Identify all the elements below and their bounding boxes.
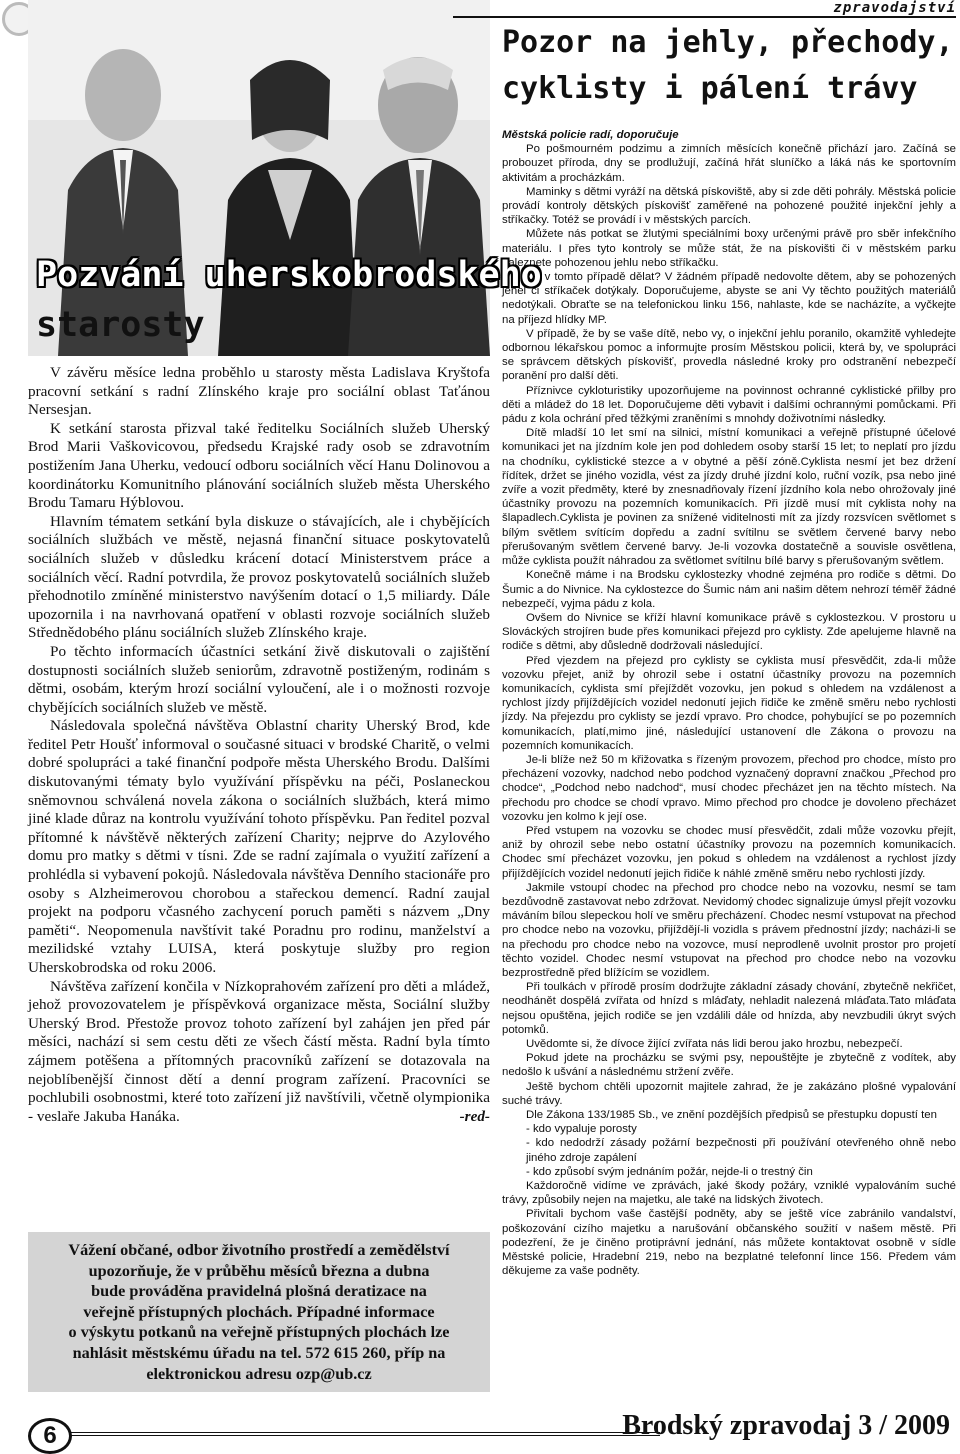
publication-title: Brodský zpravodaj 3 / 2009: [622, 1410, 950, 1441]
notice-line: elektronickou adresu ozp@ub.cz: [146, 1364, 372, 1383]
right-paragraph: Příznivce cykloturistiky upozorňujeme na povinnost ochranné cyklistické přilby pro děti a mládež do 18 let. Doporučujeme děti vybavit i dalšími ochrannými pomůckami. Při pádu z kola ochrání před těžkými zraněními s mnohdy doživotními následky.: [502, 384, 956, 426]
left-headline-line2: starosty: [36, 305, 205, 345]
right-paragraph: V případě, že by se vaše dítě, nebo vy, o injekční jehlu poranilo, okamžitě vyhledejte odbornou lékařskou pomoc a informujte prosím Městskou policii, která by, ve spolupráci se správcem dětských pískovišť, provedla následné kroky pro odstranění nebezpečí poranění pro další děti.: [502, 327, 956, 383]
right-paragraph: Maminky s dětmi vyráží na dětská pískoviště, aby si zde děti pohrály. Městská policie provádí kontroly dětských pískovišť zaměřené na pohozené použité injekční jehly a stříkačky. Totéž se provádí i v městských parcích.: [502, 185, 956, 227]
left-paragraph-text: Návštěva zařízení končila v Nízkoprahovém zařízení pro děti a mládež, jehož provozovatelem je příspěvková organizace města, Sociální služby Uherský Brod. Přestože provoz tohoto zařízení byl zahájen jen před pár měsíci, nachází si sem cestu děti ze všech částí města. Radní byla tímto zájmem potěšena a přítomných pracovníků zařízení se dotazovala na nejoblíbenější činnost dětí a denní program zařízení. Pracovníci se pochlubili osobnostmi, které toto zařízení již navštívili, včetně olympionika - veslaře Jakuba Hanáka.: [28, 977, 490, 1125]
right-paragraph: Je-li blíže než 50 m křižovatka s řízeným provozem, přechod pro chodce, místo pro přecházení vozovky, nadchod nebo podchod vyznačený dopravní značkou „Přechod pro chodce“, „Podchod nebo nadchod“, musí chodec přecházet jen na těchto místech. Na přechodu pro chodce se chodí vpravo. Mimo přechod pro chodce je dovoleno přecházet vozovku jen kolmo k její ose.: [502, 753, 956, 823]
page-number: 6: [28, 1418, 72, 1454]
notice-line: bude prováděna pravidelná plošná deratizace na: [91, 1282, 427, 1301]
notice-line: upozorňuje, že v průběhu měsíců března a dubna: [88, 1261, 430, 1280]
right-headline: [502, 20, 954, 112]
right-headline-line2: cyklisty i pálení trávy: [502, 71, 918, 106]
right-paragraph: Přivítali bychom vaše častější podněty, aby se ještě více zabránilo vandalství, poškozování cizího majetku a narušování občanského soužití v našem městě. Při podezření, že je činěno protiprávní jednání, nás můžete kontaktovat osobně v sídle Městské policie, Hradební 219, nebo na bezplatné telefonní lince 156. Předem vám děkujeme za vaše podněty.: [502, 1208, 956, 1278]
right-paragraph: Ovšem do Nivnice se kříží hlavní komunikace právě s cyklostezkou. V prostoru u Slováckých strojíren bude přes komunikaci přejezd pro cyklisty. Zde apelujeme hlavně na rodiče s dětmi, aby důsledně dodržovali následující.: [502, 611, 956, 653]
right-paragraph: Po pošmourném podzimu a zimních měsících konečně přichází jaro. Začíná se probouzet příroda, dny se prodlužují, začíná hřát sluníčko a láká nás ke sportovním aktivitám a procházkám.: [502, 143, 956, 184]
left-headline-line1: Pozvání uherskobrodského: [36, 255, 542, 295]
left-paragraph: Po těchto informacích účastníci setkání živě diskutovali o zajištění dostupnosti sociálních služeb seniorům, zdravotně postiženým, rodinám s dětmi, osobám, kterým hrozí sociální vyloučení, ale i o možnosti rozvoje chybějících sociálních služeb ve městě.: [28, 642, 490, 716]
left-paragraph: V závěru měsíce ledna proběhlo u starosty města Ladislava Kryštofa pracovní setkání s radní Zlínského kraje pro sociální oblast Taťánou Nersesjan.: [28, 364, 490, 419]
notice-line: nahlásit městskému úřadu na tel. 572 615 260, příp na: [72, 1343, 446, 1362]
left-paragraph-last: [28, 978, 490, 1127]
right-paragraph: Před vstupem na vozovku se chodec musí přesvědčit, zdali může vozovku přejít, aniž by ohrozil sebe nebo ostatní účastníky provozu na pozemních komunikacích. Chodec smí přecházet vozovku, jen pokud s ohledem na vzdálenost a rychlost jízdy přijíždějících vozidel nedonutí jejich řidiče k náhlé změně směru nebo rychlosti jízdy.: [502, 824, 956, 880]
right-subheading: Městská policie radí, doporučuje: [502, 129, 679, 141]
right-paragraph: Dle Zákona 133/1985 Sb., ve znění pozdějších předpisů se přestupku dopustí ten: [526, 1109, 937, 1122]
right-paragraph: Před vjezdem na přejezd pro cyklisty se cyklista musí přesvědčit, zda-li může vozovku přejet, aniž by ohrozil sebe i ostatní účastníky provozu na pozemních komunikacích, cyklista smí přejíždět vozovku, jen pokud s ohledem na vzdálenost a rychlost jízdy přijíždějících vozidel nedonutí jejich řidiče ke změně směru nebo rychlosti jízdy. Na přejezdu pro cyklisty se jezdí vpravo. Pro chodce, pohybující se po pozemních komunikacích, platí,mimo jiné, následující ustanovení dle Zákona o provozu na pozemních komunikacích.: [502, 654, 956, 752]
footer-rule: [70, 1432, 660, 1436]
article-signature: -red-: [459, 1107, 490, 1125]
list-item: - kdo nedodrží zásady požární bezpečnosti při používání otevřeného ohně nebo jiného zdroje zapálení: [526, 1137, 956, 1164]
right-paragraph: Dítě mladší 10 let smí na silnici, místní komunikaci a veřejně přístupné účelové komunikaci jet na jízdním kole jen pod dohledem osoby starší 15 let; to neplatí pro jízdu na chodníku, cyklistické stezce a v obytné a pěší zóně.Cyklista nesmí jet bez držení řídítek, držet se jiného vozidla, vést za jízdy druhé jízdní kolo, ruční vozík, psa nebo jiné zvíře a vozit předměty, které by znesnadňovaly řízení jízdního kola nebo ohrožovaly jiné účastníky provozu na pozemních komunikacích. Při jízdě musí mít cyklista nohy na šlapadlech.Cyklista je povinen za snížené viditelnosti mít za jízdy rozsvícen světlomet s bílým světlem svítícím dopředu a zadní svítilnu se světlem červené barvy nebo přerušovaným světlem červené barvy. Je-li vozovka dostatečně a souvisle osvětlena, může cyklista použít náhradou za světlomet svítilnu bílé barvy s přerušovaným světlem.: [502, 427, 956, 568]
right-paragraph: Každoročně vidíme ve zprávách, jaké škody požáry, vzniklé vypalováním suché trávy, způsobily nejen na majetku, ale také na lidských životech.: [502, 1180, 956, 1207]
list-item: - kdo způsobí svým jednáním požár, nejde-li o trestný čin: [526, 1165, 813, 1178]
section-label: zpravodajství: [453, 0, 956, 18]
left-article-body: [28, 364, 490, 1126]
deratization-notice: [28, 1232, 490, 1392]
right-paragraph: Konečně máme i na Brodsku cyklostezky vhodné zejména pro rodiče s dětmi. Do Šumic a do Nivnice. Na cyklostezce do Šumic nám ani našim dětem nehrozí téměř žádné nebezpečí, vyjma pádu z kola.: [502, 569, 956, 610]
right-paragraph: Pokud jdete na procházku se svými psy, nepouštějte je zbytečně z vodítek, aby nedošlo k ušvání a následnému stržení zvěře.: [502, 1052, 956, 1079]
right-paragraph: Uvědomte si, že dívoce žijící zvířata nás lidi berou jako hrozbu, nebezpečí.: [526, 1038, 903, 1050]
right-paragraph: Co v tomto případě dělat? V žádném případě nedovolte dětem, aby se pohozených jehel či stříkaček dotýkaly. Doporučujeme, abyste se ani Vy těchto použitých materiálů nedotýkali. Obraťte se na telefonickou linku 156, nahlaste, kde se nacházíte, a vyčkejte na příjezd hlídky MP.: [502, 271, 956, 326]
right-paragraph: Jakmile vstoupí chodec na přechod pro chodce nebo na vozovku, nesmí se tam bezdůvodně zastavovat nebo zdržovat. Nevidomý chodec signalizuje úmysl přejít vozovku máváním bílou slepeckou holí ve směru přecházení. Chodec nesmí vstupovat na přechod pro chodce nebo na vozovku, přijíždějí-li vozidla s právem přednostní jízdy; nacházi-li se na přechodu pro chodce nebo na vozovce, musí neprodleně uvolnit prostor pro projetí těchto vozidel. Chodec nesmí vstupovat na přechod pro chodce nebo na vozovku bezprostředně před blížícím se vozidlem.: [502, 881, 956, 979]
notice-line: o výskytu potkanů na veřejně přístupných plochách lze: [68, 1323, 450, 1342]
right-headline-line1: Pozor na jehly, přechody,: [502, 25, 954, 60]
right-paragraph: Ještě bychom chtěli upozornit majitele zahrad, že je zakázáno plošné vypalování suché trávy.: [502, 1080, 956, 1107]
left-paragraph: Hlavním tématem setkání byla diskuze o stávajících, ale i chybějících sociálních službách ve městě, nejasná finanční situace poskytovatelů sociálních služeb v důsledku krácení dotací Ministerstvem práce a sociálních věcí. Radní potvrdila, že provoz poskytovatelů sociálních služeb přehodnotilo zmíněné ministerstvo navýšením dotací o 1,5 miliardy. Dále upozornila i na navrhovaná opatření v oblasti rozvoje sociálních služeb Střednědobého plánu sociálních služeb Zlínského kraje.: [28, 512, 490, 642]
right-paragraph: Při toulkách v přírodě prosím dodržujte základní zásady chování, zbytečně nekřičet, neodhánět dospělá zvířata od hnízd s mláďaty, nehladit nalezená mláďata.Tato mláďata nejsou opuštěna, jejich rodiče se jen vzdálili dále od hnízda, aby nevzbudili úkryt svých potomků.: [502, 981, 956, 1036]
right-article-body: [502, 128, 956, 1278]
notice-line: veřejně přístupných plochách. Případné informace: [83, 1302, 435, 1321]
right-paragraph: Můžete nás potkat se žlutými speciálními boxy určenými právě pro sběr infekčního materiálu. I přes tyto kontroly se může stát, že na pískovišti či v městském parku naleznete pohozenou jehlu nebo stříkačku.: [502, 228, 956, 269]
left-paragraph: K setkání starosta přizval také ředitelku Sociálních služeb Uherský Brod Marii Vaškovicovou, předsedu Krajské rady osob se zdravotním postižením Jana Uherku, vedoucí odboru sociálních věcí Hanu Dolinovou a koordinátorku Komunitního plánování sociálních služeb města Uherského Brodu Tamaru Hýblovou.: [28, 419, 490, 512]
list-item: - kdo vypaluje porosty: [526, 1123, 637, 1136]
article-photo: [28, 0, 490, 356]
notice-line: Vážení občané, odbor životního prostředí a zemědělství: [68, 1241, 450, 1259]
left-paragraph: Následovala společná návštěva Oblastní charity Uherský Brod, kde ředitel Petr Houšť informoval o současné situaci v brodské Charitě, o velmi dobré spolupráci a také finanční podpoře města Uherského Brodu. Dalšími diskutovanými tématy bylo využívání příspěvku na péči, Poslaneckou sněmovnou schválená novela zákona o sociálních službách, která mimo jiné klade důraz na kontrolu využívání tohoto příspěvku. Pan ředitel pozval přítomné k návštěvě některých zařízení Charity; nejprve do Azylového domu pro matky s dětmi v tísni. Zde se radní zajímala o využití zařízení a prohlédla si vybavení pokojů. Následovala návštěva Denního stacionáře pro osoby s Alzheimerovou chorobou a stařeckou demencí. Radní zaujal projekt na podporu včasného zachycení poruch paměti s názvem „Dny paměti“. Neopomenula navštívit také Poradnu pro rodinu, manželství a mezilidské vztahy LUISA, která poskytuje služby pro region Uherskobrodska od roku 2006.: [28, 717, 490, 976]
